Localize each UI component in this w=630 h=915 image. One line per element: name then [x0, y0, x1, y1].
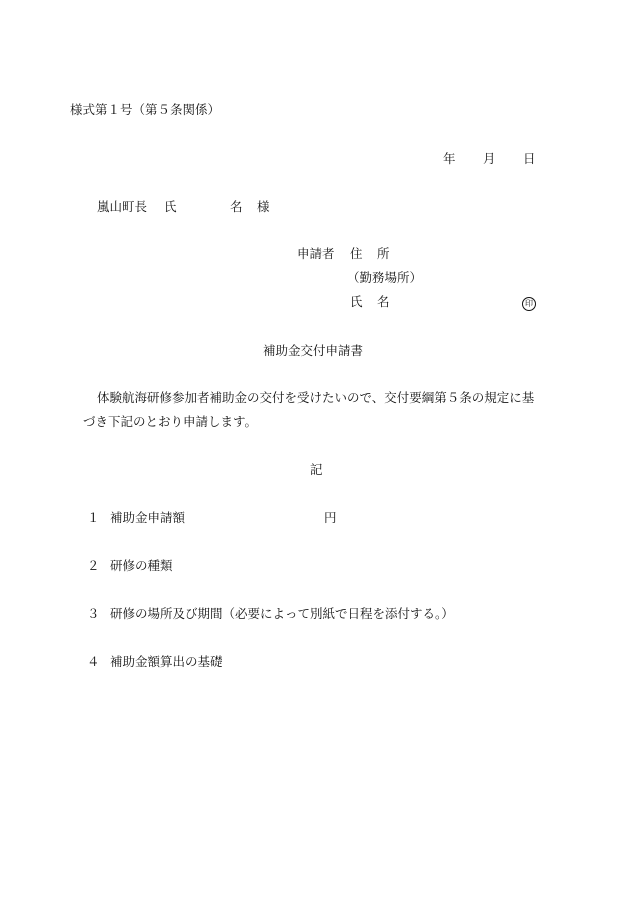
date-month-label: 月 [483, 151, 496, 166]
seal-circle: 印 [522, 297, 536, 311]
item-label: 研修の場所及び期間（必要によって別紙で日程を添付する。） [110, 606, 454, 621]
form-number: 様式第１号（第５条関係） [70, 102, 221, 117]
item-label: 補助金申請額 [110, 510, 186, 525]
ki-heading: 記 [310, 462, 323, 477]
seal-mark [522, 294, 536, 311]
date-year-label: 年 [443, 151, 456, 166]
date-day-label: 日 [523, 151, 536, 166]
applicant-address-b: 所 [377, 246, 390, 261]
item-number: １ [87, 510, 100, 525]
addressee-shi: 氏 [164, 199, 177, 214]
body-line-2: づき下記のとおり申請します。 [83, 414, 258, 429]
applicant-name-a: 氏 [350, 294, 363, 309]
addressee-honorific: 様 [257, 199, 270, 214]
document-title: 補助金交付申請書 [263, 343, 364, 358]
addressee-mei: 名 [230, 199, 243, 214]
item-label: 研修の種類 [110, 558, 173, 573]
item-number: ４ [87, 654, 100, 669]
item-number: ２ [87, 558, 100, 573]
applicant-name-b: 名 [377, 294, 390, 309]
applicant-label: 申請者 [297, 246, 335, 261]
body-line-1: 体験航海研修参加者補助金の交付を受けたいので、交付要綱第５条の規定に基 [97, 390, 535, 405]
applicant-workplace: （勤務場所） [347, 270, 423, 285]
applicant-address-a: 住 [350, 246, 363, 261]
item-number: ３ [87, 606, 100, 621]
item-label: 補助金額算出の基礎 [110, 654, 223, 669]
addressee-org: 嵐山町長 [97, 199, 148, 214]
amount-unit: 円 [324, 510, 337, 525]
